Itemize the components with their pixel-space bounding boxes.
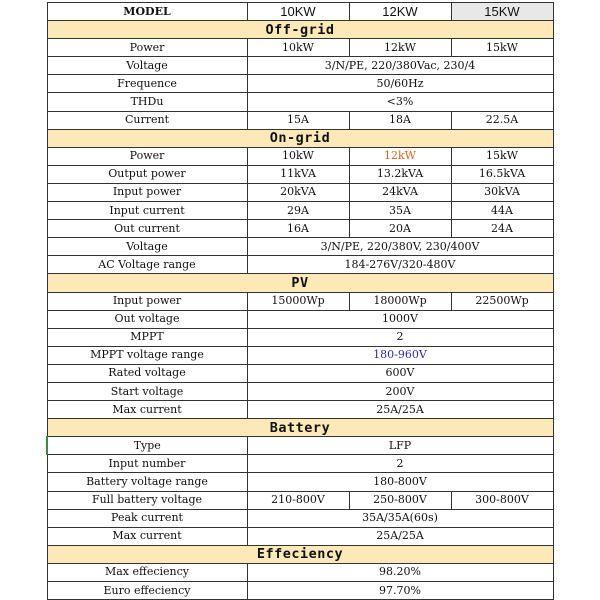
section-pv bbox=[47, 274, 553, 292]
cell-value: 3/N/PE, 220/380Vac, 230/4 bbox=[247, 57, 553, 75]
row-label: MPPT bbox=[47, 328, 247, 346]
cell-value: LFP bbox=[247, 437, 553, 455]
row-label: Voltage bbox=[47, 57, 247, 75]
cell-value: 11kVA bbox=[247, 165, 349, 183]
section-efficiency bbox=[47, 545, 553, 563]
section-battery bbox=[47, 419, 553, 437]
table-row bbox=[47, 364, 553, 382]
cell-value: 184-276V/320-480V bbox=[247, 256, 553, 274]
table-row bbox=[47, 527, 553, 545]
table-row bbox=[47, 582, 553, 600]
cell-value: 3/N/PE, 220/380V, 230/400V bbox=[247, 238, 553, 256]
cell-value: 25A/25A bbox=[247, 401, 553, 419]
cell-value: 15000Wp bbox=[247, 292, 349, 310]
row-label: Power bbox=[47, 39, 247, 57]
row-label: Input power bbox=[47, 183, 247, 201]
model-header: MODEL bbox=[47, 3, 247, 21]
cell-value: 300-800V bbox=[451, 491, 553, 509]
row-label: Full battery voltage bbox=[47, 491, 247, 509]
cell-value: 15kW bbox=[451, 39, 553, 57]
cell-value: 15kW bbox=[451, 147, 553, 165]
cell-value: 35A/35A(60s) bbox=[247, 509, 553, 527]
cell-value: 50/60Hz bbox=[247, 75, 553, 93]
table-row bbox=[47, 111, 553, 129]
cell-value: 2 bbox=[247, 328, 553, 346]
row-label: Rated voltage bbox=[47, 364, 247, 382]
cell-value: 18000Wp bbox=[349, 292, 451, 310]
cell-value: 24kVA bbox=[349, 183, 451, 201]
header-row bbox=[47, 3, 553, 21]
table-row bbox=[47, 292, 553, 310]
row-label: Max current bbox=[47, 527, 247, 545]
row-label: Input number bbox=[47, 455, 247, 473]
cell-value: 10kW bbox=[247, 147, 349, 165]
cell-value: 35A bbox=[349, 202, 451, 220]
cell-value: 200V bbox=[247, 382, 553, 400]
cell-value: 30kVA bbox=[451, 183, 553, 201]
model-10kw-header: 10KW bbox=[247, 3, 349, 21]
cell-value: 22500Wp bbox=[451, 292, 553, 310]
table-row bbox=[47, 75, 553, 93]
section-title: On-grid bbox=[47, 129, 553, 147]
table-row bbox=[47, 183, 553, 201]
table-row bbox=[47, 310, 553, 328]
model-12kw-header: 12KW bbox=[349, 3, 451, 21]
row-label: Power bbox=[47, 147, 247, 165]
cell-value: 2 bbox=[247, 455, 553, 473]
table-row bbox=[47, 401, 553, 419]
table-row bbox=[47, 328, 553, 346]
table-row bbox=[47, 509, 553, 527]
table-row bbox=[47, 147, 553, 165]
row-label: Euro effeciency bbox=[47, 582, 247, 600]
table-row bbox=[47, 437, 553, 455]
cell-value: 29A bbox=[247, 202, 349, 220]
cell-value: 16A bbox=[247, 220, 349, 238]
table-row bbox=[47, 491, 553, 509]
row-label: Input power bbox=[47, 292, 247, 310]
cell-value: 18A bbox=[349, 111, 451, 129]
row-label: Output power bbox=[47, 165, 247, 183]
cell-value: 250-800V bbox=[349, 491, 451, 509]
row-label: Current bbox=[47, 111, 247, 129]
cell-value: 1000V bbox=[247, 310, 553, 328]
cell-value: 12kW bbox=[349, 147, 451, 165]
table-row bbox=[47, 382, 553, 400]
row-label: Battery voltage range bbox=[47, 473, 247, 491]
table-row bbox=[47, 455, 553, 473]
cell-value: 25A/25A bbox=[247, 527, 553, 545]
model-15kw-header: 15KW bbox=[451, 3, 553, 21]
section-offgrid bbox=[47, 21, 553, 39]
row-label: Voltage bbox=[47, 238, 247, 256]
section-title: PV bbox=[47, 274, 553, 292]
table-row bbox=[47, 473, 553, 491]
table-row bbox=[47, 238, 553, 256]
cell-value: 97.70% bbox=[247, 582, 553, 600]
cell-value: 15A bbox=[247, 111, 349, 129]
row-label: Max current bbox=[47, 401, 247, 419]
cell-value: <3% bbox=[247, 93, 553, 111]
section-title: Battery bbox=[47, 419, 553, 437]
cell-value: 600V bbox=[247, 364, 553, 382]
cell-value: 20kVA bbox=[247, 183, 349, 201]
section-title: Off-grid bbox=[47, 21, 553, 39]
cell-value: 20A bbox=[349, 220, 451, 238]
row-label: Frequence bbox=[47, 75, 247, 93]
cell-value: 13.2kVA bbox=[349, 165, 451, 183]
cell-value: 180-800V bbox=[247, 473, 553, 491]
row-label: MPPT voltage range bbox=[47, 346, 247, 364]
row-label: THDu bbox=[47, 93, 247, 111]
cell-value: 180-960V bbox=[247, 346, 553, 364]
row-label: Max effeciency bbox=[47, 563, 247, 581]
row-label: Input current bbox=[47, 202, 247, 220]
section-ongrid bbox=[47, 129, 553, 147]
table-row bbox=[47, 165, 553, 183]
table-row bbox=[47, 57, 553, 75]
cell-value: 44A bbox=[451, 202, 553, 220]
table-row bbox=[47, 256, 553, 274]
cell-value: 12kW bbox=[349, 39, 451, 57]
cell-value: 24A bbox=[451, 220, 553, 238]
row-label: AC Voltage range bbox=[47, 256, 247, 274]
row-label: Type bbox=[47, 437, 247, 455]
row-label: Start voltage bbox=[47, 382, 247, 400]
table-row bbox=[47, 93, 553, 111]
table-row bbox=[47, 39, 553, 57]
table-row bbox=[47, 202, 553, 220]
cell-value: 10kW bbox=[247, 39, 349, 57]
cell-value: 210-800V bbox=[247, 491, 349, 509]
section-title: Effeciency bbox=[47, 545, 553, 563]
row-label: Out current bbox=[47, 220, 247, 238]
cell-value: 98.20% bbox=[247, 563, 553, 581]
cell-value: 16.5kVA bbox=[451, 165, 553, 183]
spec-table bbox=[46, 2, 554, 600]
cell-value: 22.5A bbox=[451, 111, 553, 129]
table-row bbox=[47, 563, 553, 581]
table-row bbox=[47, 220, 553, 238]
row-label: Peak current bbox=[47, 509, 247, 527]
row-label: Out voltage bbox=[47, 310, 247, 328]
table-row bbox=[47, 346, 553, 364]
